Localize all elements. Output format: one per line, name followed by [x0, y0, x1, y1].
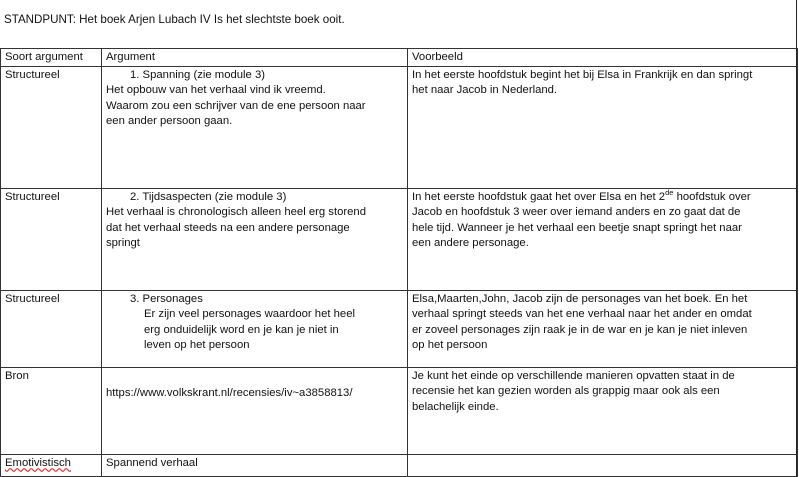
- header-voorbeeld: Voorbeeld: [408, 49, 798, 67]
- cell-voorbeeld: [408, 66, 798, 188]
- cell-voorbeeld: [408, 188, 798, 290]
- table-row: [1, 188, 798, 290]
- cell-voorbeeld: [408, 290, 798, 367]
- argument-line: springt: [106, 237, 140, 250]
- bron-link[interactable]: https://www.volkskrant.nl/recensies/iv~a3858813/: [106, 386, 353, 399]
- voorbeeld-line: verhaal springt steeds van het ene verhaal naar het ander en omdat: [412, 308, 752, 321]
- voorbeeld-line: een andere personage.: [412, 237, 529, 250]
- argument-line: Waarom zou een schrijver van de ene persoon naar: [106, 99, 366, 112]
- cell-argument: [102, 66, 408, 188]
- voorbeeld-line: recensie het kan gezien worden als grappig maar ook als een: [412, 385, 720, 398]
- cell-soort: Structureel: [1, 66, 102, 188]
- voorbeeld-line: [412, 190, 794, 206]
- cell-soort: Structureel: [1, 188, 102, 290]
- soort-text: Emotivistisch: [5, 456, 71, 469]
- table-row: [1, 454, 798, 476]
- cell-soort: Bron: [1, 367, 102, 454]
- voorbeeld-line: op het persoon: [412, 339, 488, 352]
- table-row: [1, 290, 798, 367]
- cell-argument: [102, 290, 408, 367]
- voorbeeld-line: er zoveel personages zijn raak je in de war en je kan je niet inleven: [412, 323, 748, 336]
- cell-soort: [1, 454, 102, 476]
- argument-line: Het opbouw van het verhaal vind ik vreemd.: [106, 84, 326, 97]
- argument-title: 1. Spanning (zie module 3): [130, 68, 266, 81]
- cell-argument: [102, 188, 408, 290]
- cell-voorbeeld: [408, 454, 798, 476]
- argument-line: Er zijn veel personages waardoor het heel: [144, 308, 356, 321]
- table-row: [1, 367, 798, 454]
- argument-title: 2. Tijdsaspecten (zie module 3): [130, 190, 287, 203]
- voorbeeld-line: Je kunt het einde op verschillende manieren opvatten staat in de: [412, 369, 735, 382]
- superscript-de: de: [665, 188, 674, 197]
- voorbeeld-line: belachelijk einde.: [412, 400, 499, 413]
- argument-title: 3. Personages: [130, 292, 203, 305]
- voorbeeld-line: Jacob en hoofdstuk 3 weer over iemand anders en zo gaat dat de: [412, 206, 741, 219]
- cell-voorbeeld: [408, 367, 798, 454]
- cell-argument: [102, 367, 408, 454]
- standpunt-heading: STANDPUNT: Het boek Arjen Lubach IV Is het slechtste boek ooit.: [4, 13, 345, 26]
- argument-line: erg onduidelijk word en je kan je niet in: [144, 323, 339, 336]
- voorbeeld-line: In het eerste hoofdstuk begint het bij Elsa in Frankrijk en dan springt: [412, 68, 753, 81]
- header-argument: Argument: [102, 49, 408, 67]
- argument-line: Spannend verhaal: [106, 456, 198, 469]
- header-soort-argument: Soort argument: [1, 49, 102, 67]
- voorbeeld-text: hoofdstuk over: [673, 190, 751, 203]
- argument-line: dat het verhaal steeds na een andere personage: [106, 221, 350, 234]
- cell-soort: Structureel: [1, 290, 102, 367]
- argument-table: [0, 48, 798, 477]
- voorbeeld-line: het naar Jacob in Nederland.: [412, 84, 558, 97]
- cell-argument: [102, 454, 408, 476]
- argument-line: leven op het persoon: [144, 339, 250, 352]
- voorbeeld-line: hele tijd. Wanneer je het verhaal een beetje snapt springt het naar: [412, 221, 742, 234]
- argument-line: een ander persoon gaan.: [106, 115, 233, 128]
- argument-line: Het verhaal is chronologisch alleen heel erg storend: [106, 206, 366, 219]
- table-row: [1, 66, 798, 188]
- voorbeeld-line: Elsa,Maarten,John, Jacob zijn de personages van het boek. En het: [412, 292, 748, 305]
- voorbeeld-text: In het eerste hoofdstuk gaat het over Elsa en het 2: [412, 190, 666, 203]
- table-header-row: [1, 49, 798, 67]
